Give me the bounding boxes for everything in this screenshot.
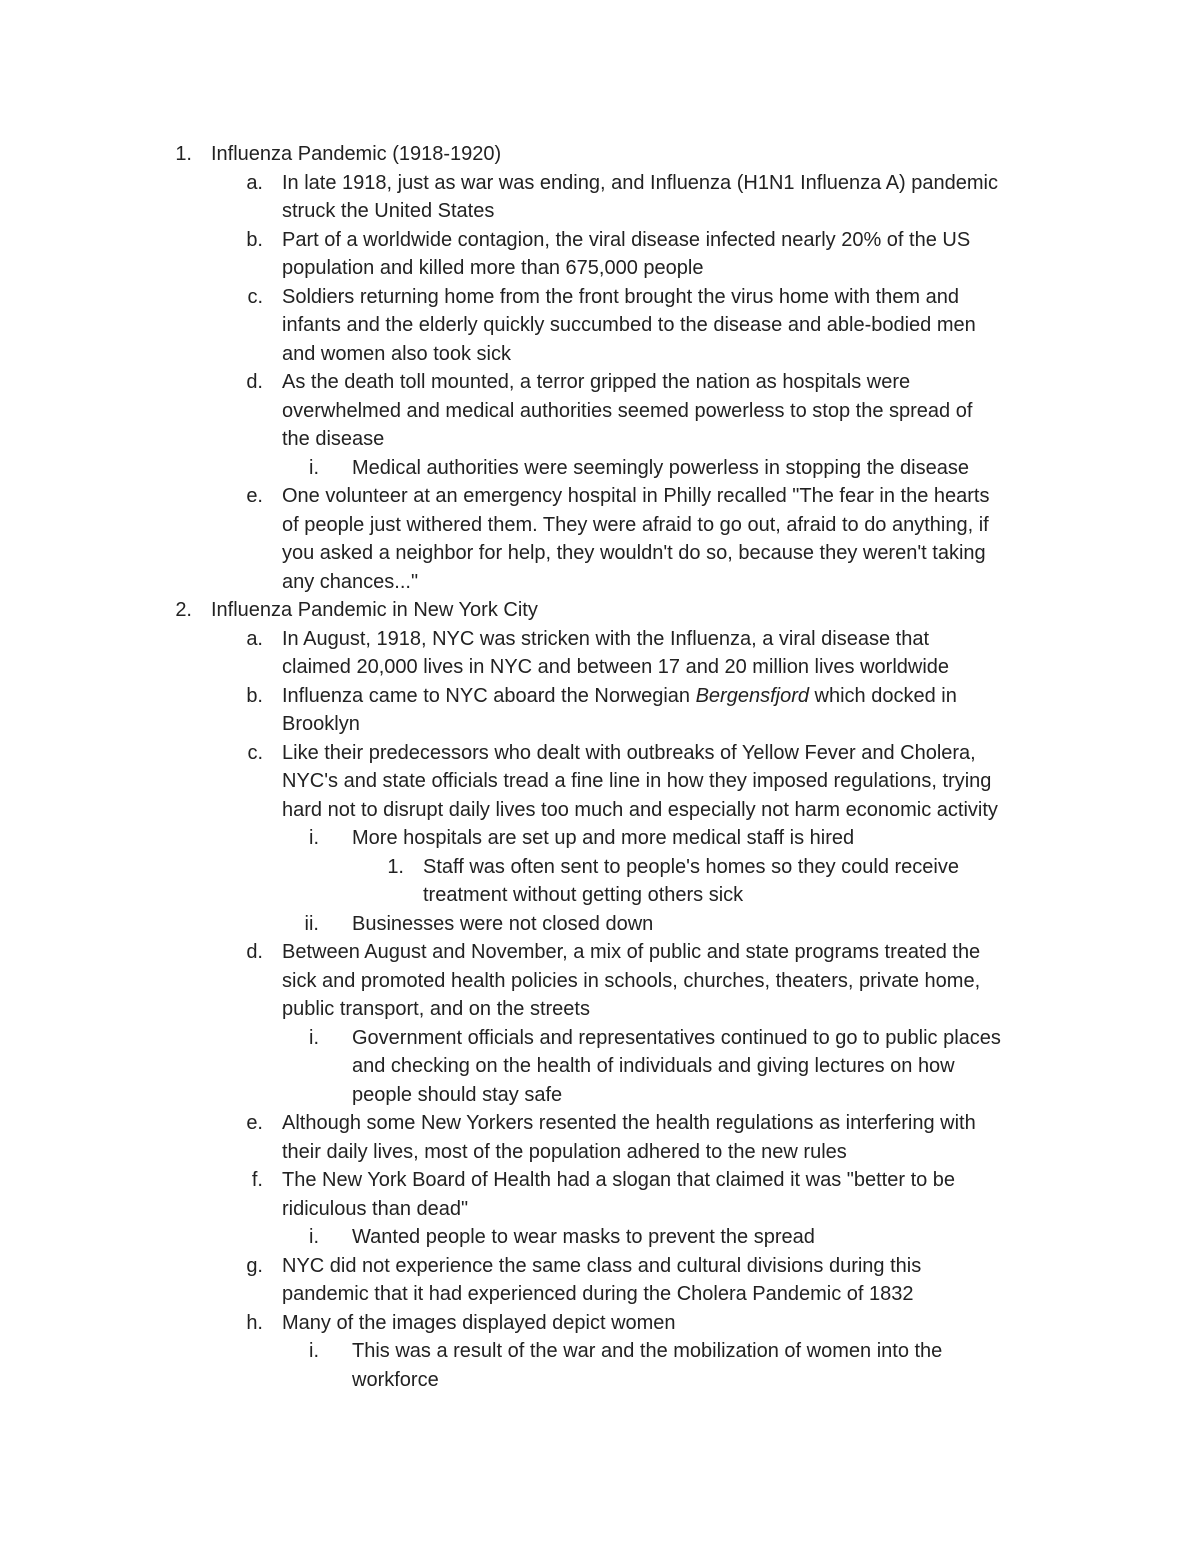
- item-text: Soldiers returning home from the front brought the virus home with them and: [282, 285, 960, 308]
- item-text: public transport, and on the streets: [282, 998, 590, 1020]
- item-text: you asked a neighbor for help, they wouldn't do so, because they weren't taking: [282, 542, 986, 564]
- outline-item-continuation: [0, 511, 1200, 540]
- outline-item: [0, 938, 1200, 967]
- item-text: Although some New Yorkers resented the health regulations as interfering with: [282, 1112, 976, 1134]
- item-text: Brooklyn: [282, 713, 360, 735]
- outline-item-continuation: [0, 425, 1200, 454]
- outline-item-continuation: [0, 1138, 1200, 1167]
- outline-item: [0, 625, 1200, 654]
- item-text: treatment without getting others sick: [423, 884, 744, 906]
- item-text: ridiculous than dead": [282, 1197, 469, 1220]
- list-marker: ii.: [304, 912, 319, 935]
- outline-item-continuation: [0, 1280, 1200, 1309]
- item-text: the disease: [282, 428, 385, 450]
- item-text: their daily lives, most of the population adhered to the new rules: [282, 1140, 847, 1163]
- item-text: Many of the images displayed depict women: [282, 1311, 676, 1334]
- item-text: workforce: [352, 1368, 439, 1391]
- list-marker: i.: [309, 1340, 319, 1362]
- text-segment: Influenza came to NYC aboard the Norwegian: [282, 684, 696, 707]
- item-text: As the death toll mounted, a terror gripped the nation as hospitals were: [282, 371, 911, 393]
- item-text: In August, 1918, NYC was stricken with the Influenza, a viral disease that: [282, 627, 930, 650]
- list-marker: a.: [246, 627, 263, 650]
- item-text: of people just withered them. They were afraid to go out, afraid to do anything, if: [282, 513, 989, 536]
- outline-item-continuation: [0, 653, 1200, 682]
- item-text: More hospitals are set up and more medical staff is hired: [352, 827, 855, 849]
- item-text: NYC did not experience the same class and cultural divisions during this: [282, 1254, 922, 1277]
- outline-item: [0, 283, 1200, 312]
- item-text: population and killed more than 675,000 people: [282, 257, 704, 279]
- list-marker: 1.: [387, 855, 404, 878]
- list-marker: i.: [309, 827, 319, 849]
- outline-item: [0, 454, 1200, 483]
- list-marker: e.: [246, 485, 263, 507]
- list-marker: c.: [247, 741, 263, 764]
- item-text: pandemic that it had experienced during the Cholera Pandemic of 1832: [282, 1283, 914, 1305]
- item-text: [282, 682, 957, 711]
- text-segment: which docked in: [808, 684, 957, 707]
- outline-item-continuation: [0, 311, 1200, 340]
- list-marker: i.: [309, 1226, 319, 1248]
- outline-item-continuation: [0, 710, 1200, 739]
- outline-item-continuation: [0, 881, 1200, 910]
- outline-item-continuation: [0, 397, 1200, 426]
- item-text: One volunteer at an emergency hospital in Philly recalled "The fear in the hearts: [282, 485, 990, 507]
- item-text: Like their predecessors who dealt with outbreaks of Yellow Fever and Cholera,: [282, 741, 976, 764]
- item-text: and checking on the health of individuals and giving lectures on how: [352, 1055, 955, 1077]
- outline-item: [0, 1309, 1200, 1338]
- item-text: In late 1918, just as war was ending, and Influenza (H1N1 Influenza A) pandemic: [282, 171, 998, 194]
- list-marker: c.: [247, 285, 263, 308]
- item-text: overwhelmed and medical authorities seemed powerless to stop the spread of: [282, 399, 973, 422]
- item-text: This was a result of the war and the mobilization of women into the: [352, 1340, 943, 1362]
- outline-item-continuation: [0, 1195, 1200, 1224]
- item-text: claimed 20,000 lives in NYC and between 17 and 20 million lives worldwide: [282, 656, 950, 678]
- item-text: Influenza Pandemic (1918-1920): [211, 143, 502, 165]
- list-marker: i.: [309, 1026, 319, 1049]
- outline-item: [0, 1252, 1200, 1281]
- item-text: The New York Board of Health had a slogan that claimed it was "better to be: [282, 1169, 956, 1191]
- item-text: Staff was often sent to people's homes so they could receive: [423, 855, 959, 878]
- outline-item: [0, 596, 1200, 625]
- outline-item-continuation: [0, 967, 1200, 996]
- item-text: infants and the elderly quickly succumbed to the disease and able-bodied men: [282, 314, 976, 336]
- list-marker: a.: [246, 171, 263, 194]
- outline-item: [0, 853, 1200, 882]
- item-text: Between August and November, a mix of public and state programs treated the: [282, 941, 981, 963]
- list-marker: b.: [246, 228, 263, 251]
- item-text: struck the United States: [282, 200, 495, 222]
- list-marker: d.: [246, 371, 263, 393]
- outline-item: [0, 1109, 1200, 1138]
- list-marker: f.: [251, 1169, 263, 1191]
- outline-item-continuation: [0, 197, 1200, 226]
- list-marker: 2.: [175, 599, 192, 621]
- outline-item: [0, 140, 1200, 169]
- item-text: any chances...": [282, 570, 419, 593]
- item-text: Government officials and representatives continued to go to public places: [352, 1026, 1001, 1049]
- outline-item-continuation: [0, 254, 1200, 283]
- list-marker: d.: [246, 941, 263, 963]
- item-text: Wanted people to wear masks to prevent the spread: [352, 1226, 815, 1248]
- list-marker: e.: [246, 1112, 263, 1134]
- outline-item-continuation: [0, 1366, 1200, 1395]
- item-text: sick and promoted health policies in schools, churches, theaters, private home,: [282, 969, 981, 992]
- outline-item-continuation: [0, 796, 1200, 825]
- outline-item: [0, 739, 1200, 768]
- outline-item-continuation: [0, 568, 1200, 597]
- outline-item-continuation: [0, 995, 1200, 1024]
- list-marker: 1.: [175, 143, 192, 165]
- list-marker: h.: [246, 1311, 263, 1334]
- outline-item: [0, 482, 1200, 511]
- outline-item-continuation: [0, 539, 1200, 568]
- outline-item-continuation: [0, 1052, 1200, 1081]
- outline-item: [0, 824, 1200, 853]
- outline-item: [0, 226, 1200, 255]
- ship-name-italic: Bergensfjord: [695, 684, 809, 707]
- outline-item: [0, 169, 1200, 198]
- list-marker: g.: [246, 1254, 263, 1277]
- outline-item: [0, 910, 1200, 939]
- outline-item: [0, 1166, 1200, 1195]
- outline-item-continuation: [0, 1081, 1200, 1110]
- item-text: Influenza Pandemic in New York City: [211, 599, 538, 621]
- outline-item: [0, 682, 1200, 711]
- outline-item: [0, 1024, 1200, 1053]
- item-text: people should stay safe: [352, 1083, 563, 1106]
- item-text: Medical authorities were seemingly powerless in stopping the disease: [352, 456, 969, 479]
- item-text: hard not to disrupt daily lives too much and especially not harm economic activity: [282, 798, 998, 821]
- item-text: Businesses were not closed down: [352, 912, 654, 935]
- item-text: NYC's and state officials tread a fine line in how they imposed regulations, trying: [282, 770, 992, 792]
- item-text: Part of a worldwide contagion, the viral disease infected nearly 20% of the US: [282, 228, 971, 251]
- outline-item: [0, 368, 1200, 397]
- outline-item-continuation: [0, 340, 1200, 369]
- outline-item: [0, 1337, 1200, 1366]
- item-text: and women also took sick: [282, 342, 512, 365]
- outline-item-continuation: [0, 767, 1200, 796]
- list-marker: b.: [246, 684, 263, 707]
- list-marker: i.: [309, 456, 319, 479]
- outline-item: [0, 1223, 1200, 1252]
